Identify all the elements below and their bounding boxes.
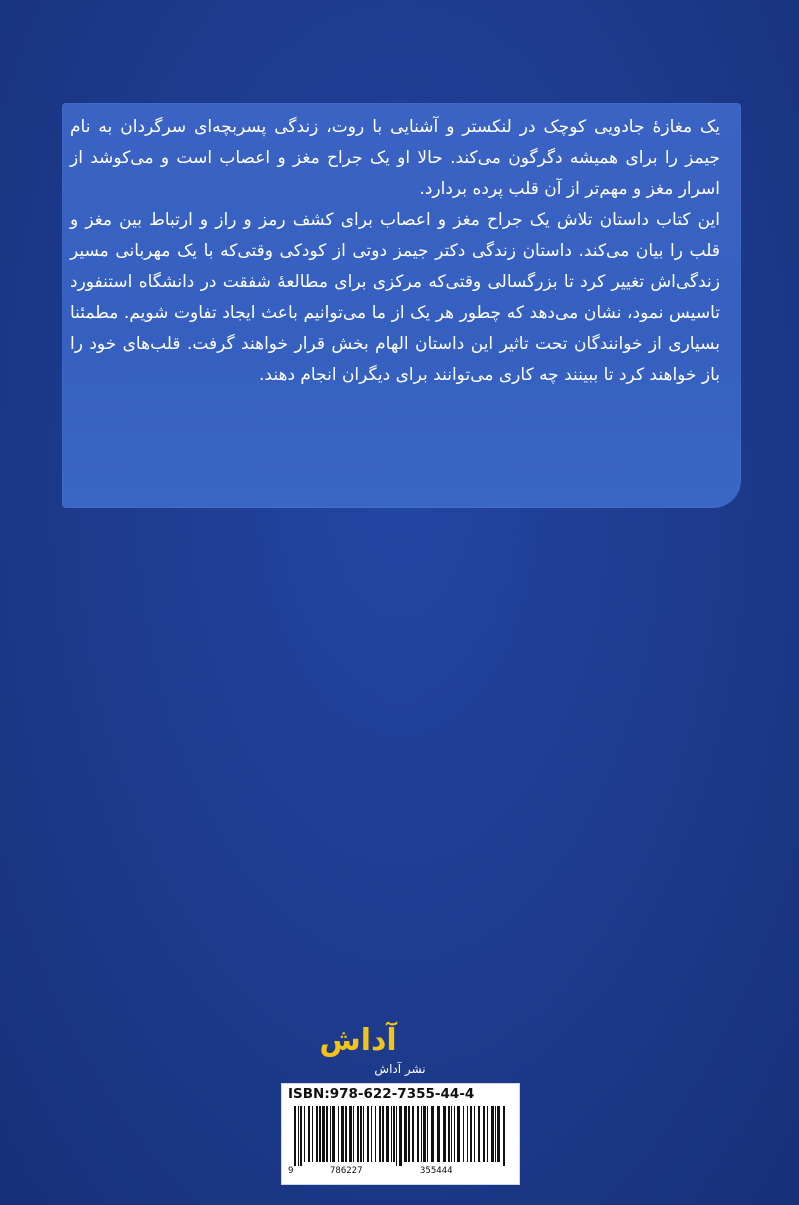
barcode-bar [319, 1106, 321, 1162]
barcode-bar [451, 1106, 452, 1162]
barcode-bar [470, 1106, 472, 1162]
publisher-logo [318, 1012, 398, 1060]
barcode-bar [404, 1106, 407, 1162]
barcode-bar [474, 1106, 475, 1162]
publisher-name: نشر آداش [374, 1062, 426, 1076]
barcode-bar [308, 1106, 310, 1162]
barcode-digits-right: 355444 [420, 1166, 453, 1176]
barcode-bar [316, 1106, 318, 1162]
book-blurb [70, 112, 720, 391]
barcode-bar [495, 1106, 496, 1162]
barcode-bar [332, 1106, 335, 1162]
barcode-bar [357, 1106, 359, 1162]
barcode-bar [457, 1106, 460, 1162]
barcode-bar [423, 1106, 426, 1162]
blurb-paragraph-1: یک مغازهٔ جادویی کوچک در لنکستر و آشنایی با روت، زندگی پسربچه‌ای سرگردان به نام جیمز را برای همیشه دگرگون می‌کند. حالا او یک جراح مغز و اعصاب است و می‌کوشد از اسرار مغز و مهم‌تر از آن قلب پرده بردارد. [70, 117, 720, 199]
barcode-bar [491, 1106, 494, 1162]
blurb-paragraph-2: این کتاب داستان تلاش یک جراح مغز و اعصاب برای کشف رمز و راز و ارتباط بین مغز و قلب را بیان می‌کند. داستان زندگی دکتر جیمز دوتی از کودکی وقتی‌که با یک مهربانی مسیر زندگی‌اش تغییر کرد تا بزرگسالی وقتی‌که مرکزی برای مطالعهٔ شفقت در دانشگاه استنفورد تاسیس نمود، نشان می‌دهد که چطور هر یک از ما می‌توانیم باعث ایجاد تفاوت شویم. مطمئنا بسیاری از خوانندگان تحت تاثیر این داستان الهام بخش قرار خواهند گرفت. قلب‌های خود را باز خواهند کرد تا ببینند چه کاری می‌توانند برای دیگران انجام دهند. [70, 210, 720, 385]
barcode-bar [437, 1106, 440, 1162]
barcode-bar [322, 1106, 325, 1162]
barcode-bar [417, 1106, 419, 1162]
barcode-digits-left: 786227 [330, 1166, 363, 1176]
barcode-bar [363, 1106, 364, 1162]
barcode-bar [454, 1106, 455, 1162]
barcode-bar [391, 1106, 392, 1162]
barcode-bar [497, 1106, 500, 1162]
barcode-bar [467, 1106, 468, 1162]
barcode-bar [379, 1106, 381, 1162]
barcode-bar [393, 1106, 395, 1162]
barcode-bar [341, 1106, 344, 1162]
barcode-bar [503, 1106, 505, 1166]
barcode-bar [396, 1106, 397, 1166]
barcode-bar [421, 1106, 422, 1162]
barcode-bar [478, 1106, 480, 1162]
barcode-bar [326, 1106, 328, 1162]
barcode-bar [367, 1106, 369, 1162]
barcode-bar [463, 1106, 464, 1162]
barcode-bar [338, 1106, 339, 1162]
barcode-bar [360, 1106, 362, 1162]
barcode-digit-first: 9 [288, 1166, 294, 1176]
barcode-bar [330, 1106, 331, 1162]
publisher-logo-text: آداش [319, 1023, 397, 1058]
barcode-bar [487, 1106, 488, 1162]
barcode-bar [294, 1106, 296, 1166]
barcode-bar [300, 1106, 302, 1166]
barcode-bars [290, 1106, 510, 1166]
barcode-bar [345, 1106, 347, 1162]
barcode-bar [312, 1106, 313, 1162]
barcode-bar [371, 1106, 372, 1162]
barcode-bar [427, 1106, 428, 1162]
isbn-text: ISBN:978-622-7355-44-4 [288, 1086, 475, 1102]
barcode-bar [382, 1106, 384, 1162]
barcode-bar [431, 1106, 434, 1162]
barcode-bar [353, 1106, 354, 1162]
barcode-bar [448, 1106, 450, 1162]
barcode-bar [483, 1106, 485, 1162]
barcode-bar [412, 1106, 414, 1162]
barcode-bar [298, 1106, 299, 1166]
barcode-bar [386, 1106, 389, 1162]
barcode-bar [349, 1106, 352, 1162]
barcode-bar [443, 1106, 446, 1162]
barcode-bar [408, 1106, 410, 1162]
barcode-bar [304, 1106, 305, 1162]
barcode-bar [375, 1106, 376, 1162]
barcode-label [281, 1083, 520, 1185]
barcode-bar [399, 1106, 402, 1166]
